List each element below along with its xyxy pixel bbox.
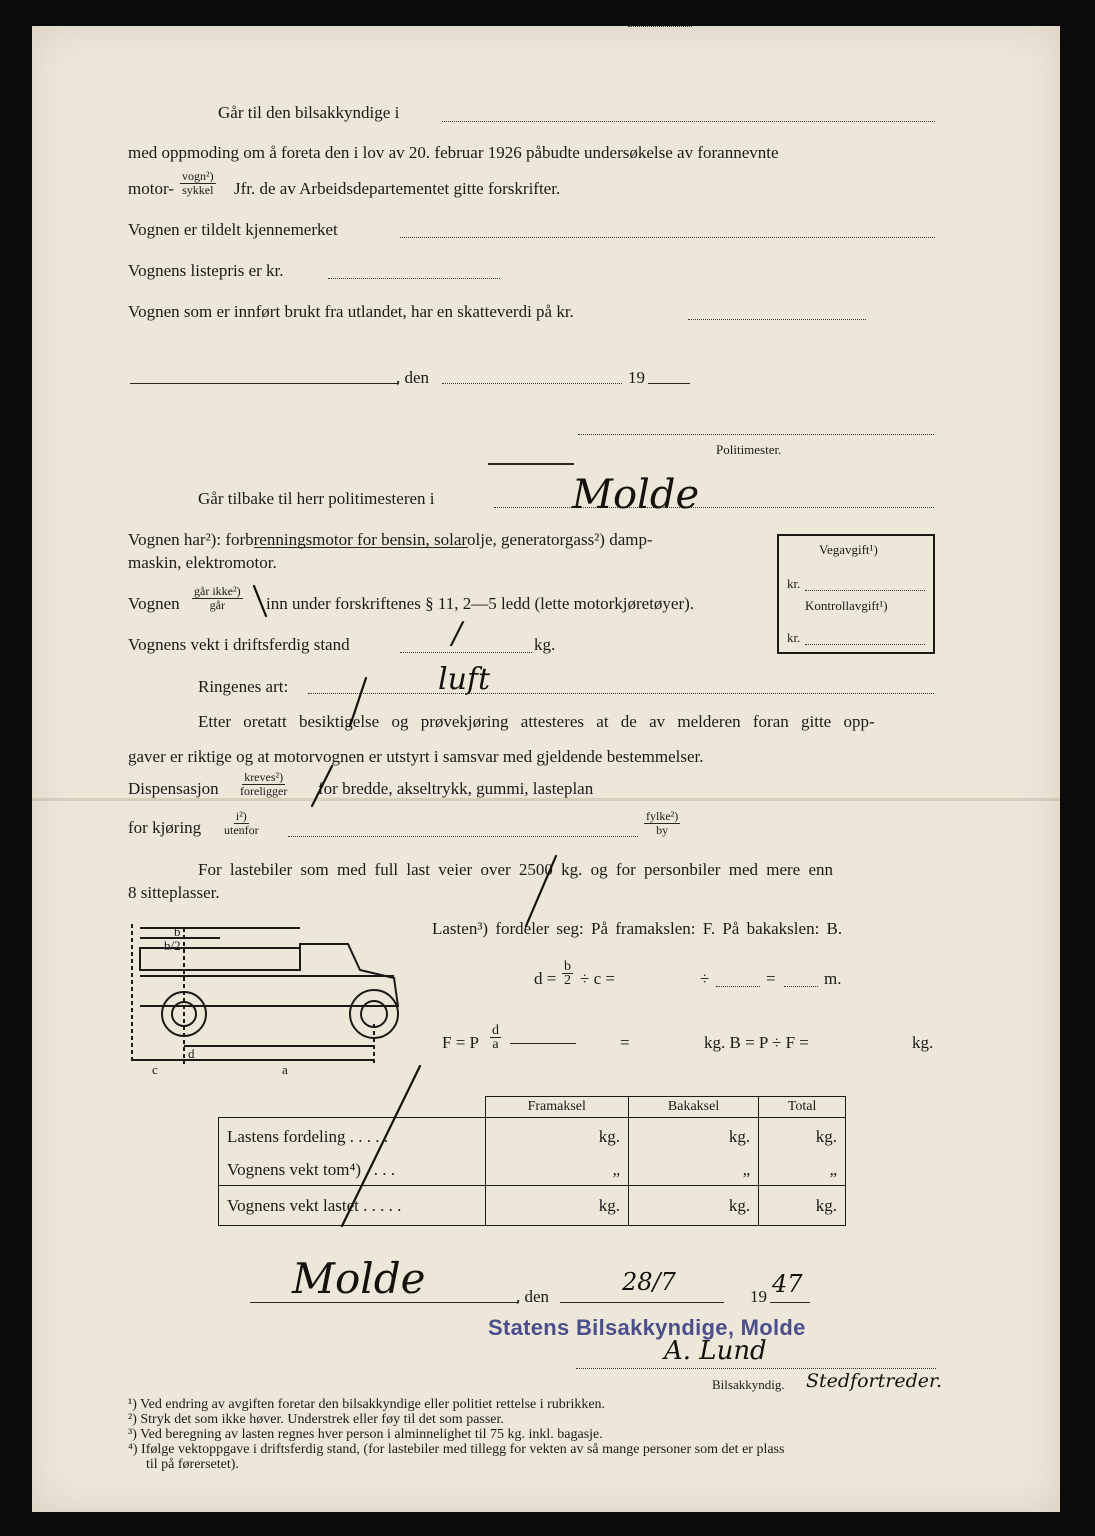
cell-unit: kg.	[815, 1195, 837, 1215]
b-unit: kg.	[912, 1033, 934, 1052]
light-vehicle-text: inn under forskriftenes § 11, 2—5 ledd (lette motorkjøretøyer).	[266, 594, 695, 613]
d-frac-num: d	[492, 1023, 499, 1038]
minus-c-label: ÷ c =	[580, 969, 615, 988]
f-equals: =	[620, 1033, 630, 1052]
meter-unit: m.	[824, 969, 842, 988]
goes-strike	[254, 586, 266, 616]
dim-c-label: c	[152, 1062, 158, 1077]
tyres-strike	[350, 678, 366, 726]
d-frac-den: a	[492, 1037, 499, 1052]
control-fee-kr: kr.	[787, 630, 801, 645]
den-label: , den	[396, 368, 430, 387]
cell-unit: kg.	[815, 1126, 837, 1146]
disp-frac-den: foreligger	[240, 784, 288, 798]
dim-a-label: a	[282, 1062, 288, 1077]
b-equation-label: kg. B = P ÷ F =	[704, 1033, 809, 1052]
returns-to-label: Går tilbake til herr politimesteren i	[198, 489, 435, 508]
motor-frac-num: vogn²)	[182, 169, 214, 183]
engine-line-1: Vognen har²): forbrenningsmotor for bensin, solarolje, generatorgass²) damp-	[128, 530, 653, 549]
year-prefix: 19	[628, 368, 645, 387]
footnote-4: ⁴) Ifølge vektoppgave i driftsferdig stand, (for lastebiler med tillegg for vekten av så mange personer som det er plass	[128, 1442, 785, 1457]
minus-sign: ÷	[700, 969, 710, 988]
row-label: Lastens fordeling . . . . .	[219, 1118, 486, 1156]
tyres-label: Ringenes art:	[198, 677, 289, 696]
dispensation-label: Dispensasjon	[128, 779, 219, 798]
table-strike	[342, 1066, 420, 1226]
row-label: Vognens vekt lastet . . . . .	[219, 1186, 486, 1226]
disp-strike	[312, 766, 332, 806]
weight-unit: kg.	[534, 635, 556, 654]
footnote-4-cont: til på førersetet).	[146, 1457, 239, 1472]
engine-line-2: maskin, elektromotor.	[128, 553, 277, 572]
equals-sign: =	[766, 969, 776, 988]
signature-year-handwriting: 47	[772, 1270, 803, 1298]
cell-unit: „	[612, 1160, 620, 1180]
weight-label: Vognens vekt i driftsferdig stand	[128, 635, 350, 654]
regulations-text: Jfr. de av Arbeidsdepartementet gitte forskrifter.	[234, 179, 561, 198]
footnote-1: ¹) Ved endring av avgiften foretar den bilsakkyndige eller politiet rettelse i rubrikken.	[128, 1397, 606, 1412]
load-strike	[526, 856, 556, 926]
f-equation-label: F = P	[442, 1033, 479, 1052]
row-label: Vognens vekt tom⁴) . . . .	[219, 1156, 486, 1186]
cell-unit: „	[829, 1160, 837, 1180]
trucks-line-2: 8 sitteplasser.	[128, 883, 220, 902]
county-frac-num: fylke²)	[646, 809, 679, 823]
control-fee-label: Kontrollavgift¹)	[805, 598, 888, 613]
signature-place-line[interactable]	[250, 1302, 518, 1303]
header-total: Total	[759, 1097, 846, 1118]
inspector-role-label: Bilsakkyndig.	[712, 1377, 785, 1392]
list-price-label: Vognens listepris er kr.	[128, 261, 284, 280]
tyres-handwriting: luft	[438, 662, 491, 697]
inspector-signature: A. Lund	[664, 1336, 767, 1366]
d-equation-label: d =	[534, 969, 557, 988]
driving-frac-den: utenfor	[224, 823, 259, 837]
road-fee-label: Vegavgift¹)	[819, 542, 878, 557]
header-front-axle: Framaksel	[485, 1097, 629, 1118]
weight-handwriting: /	[452, 616, 463, 651]
footnote-3: ³) Ved beregning av lasten regnes hver person i alminnelighet til 75 kg. inkl. bagasje.	[128, 1427, 603, 1442]
dim-b-label: b	[174, 924, 181, 939]
dispensation-text: for bredde, akseltrykk, gummi, lasteplan	[318, 779, 594, 798]
signature-date-handwriting: 28/7	[622, 1268, 676, 1296]
goes-frac-den: går	[209, 598, 225, 612]
signature-year-line[interactable]	[770, 1302, 810, 1303]
dim-d-label: d	[188, 1046, 195, 1061]
plate-label: Vognen er tildelt kjennemerket	[128, 220, 338, 239]
returns-to-handwriting: Molde	[572, 472, 700, 518]
signature-year-prefix: 19	[750, 1287, 767, 1306]
cell-unit: kg.	[598, 1126, 620, 1146]
signature-den-label: , den	[516, 1287, 550, 1306]
form-page	[32, 26, 1060, 1512]
road-fee-kr: kr.	[787, 576, 801, 591]
cell-unit: „	[742, 1160, 751, 1180]
cell-unit: kg.	[728, 1195, 751, 1215]
b-frac-den: 2	[564, 973, 571, 988]
attest-line-2: gaver er riktige og at motorvognen er utstyrt i samsvar med gjeldende bestemmelser.	[128, 747, 704, 766]
attest-line-1: Etter oretatt besiktigelse og prøvekjøring attesteres at de av melderen foran gitte opp-	[198, 712, 875, 731]
b-frac-num: b	[564, 959, 571, 974]
goes-frac-num: går ikke²)	[194, 584, 241, 598]
motor-frac-den: sykkel	[182, 183, 214, 197]
motor-prefix: motor-	[128, 179, 174, 198]
driving-prefix: for kjøring	[128, 818, 202, 837]
inspector-signature-line[interactable]	[576, 1368, 936, 1369]
trucks-line-1: For lastebiler som med full last veier over 2500 kg. og for personbiler med mere enn	[198, 860, 834, 879]
footnote-2: ²) Stryk det som ikke høver. Understrek eller føy til det som passer.	[128, 1412, 504, 1427]
vognen-label: Vognen	[128, 594, 180, 613]
header-rear-axle: Bakaksel	[629, 1097, 759, 1118]
signature-date-line[interactable]	[560, 1302, 724, 1303]
county-frac-den: by	[656, 823, 669, 837]
disp-frac-num: kreves²)	[244, 770, 284, 784]
imported-label: Vognen som er innført brukt fra utlandet, har en skatteverdi på kr.	[128, 302, 574, 321]
police-chief-label: Politimester.	[716, 442, 782, 457]
dim-b2-label: b/2	[164, 938, 181, 953]
load-distribution-text: Lasten³) fordeler seg: På framakslen: F. På bakakslen: B.	[432, 919, 843, 938]
inspector-role-handwriting: Stedfortreder.	[806, 1370, 943, 1392]
cell-unit: kg.	[598, 1195, 620, 1215]
signature-place-handwriting: Molde	[292, 1254, 426, 1303]
inspector-stamp: Statens Bilsakkyndige, Molde	[488, 1315, 806, 1340]
goes-to-inspector-label: Går til den bilsakkyndige i	[218, 103, 400, 122]
cell-unit: kg.	[728, 1126, 751, 1146]
request-text: med oppmoding om å foreta den i lov av 20. februar 1926 påbudte undersøkelse av forannevnte	[128, 143, 779, 162]
driving-frac-num: i²)	[235, 809, 247, 823]
